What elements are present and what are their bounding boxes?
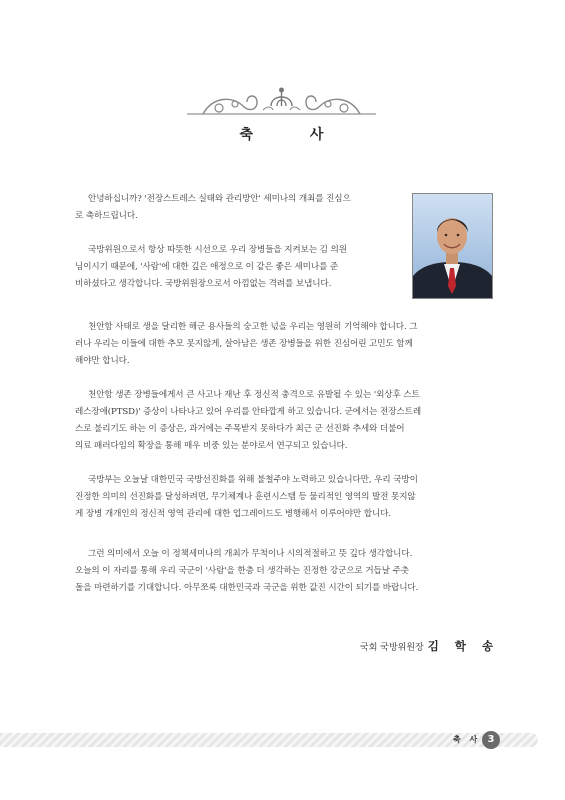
paragraph-line: 천안함 사태로 생을 달리한 해군 용사들의 숭고한 넋을 우리는 영원히 기억해야 합니다. 그 [88,322,418,332]
page-number-badge: 3 [482,731,500,749]
paragraph-line: 그런 의미에서 오늘 이 정책세미나의 개최가 무척이나 시의적절하고 뜻 깊다 생각합니다. [88,549,413,559]
paragraph-line: 의료 패러다임의 확장을 통해 매우 비중 있는 분야로서 연구되고 있습니다. [75,441,348,451]
ornament-icon [183,84,380,124]
paragraph-line: 국방위원으로서 항상 따뜻한 시선으로 우리 장병들을 지켜보는 김 의원 [88,245,347,255]
title-banner [183,84,380,154]
paragraph-line: 천안함 생존 장병들에게서 큰 사고나 재난 후 정신적 충격으로 유발될 수 있는 '외상후 스트 [88,390,420,400]
paragraph-line: 해야만 합니다. [75,356,130,366]
signature-name: 김 학 송 [427,639,500,653]
paragraph-thanks [75,242,405,293]
paragraph-line: 오늘의 이 자리를 통해 우리 국군이 '사람'을 한층 더 생각하는 진정한 강군으로 거듭날 주춧 [75,566,409,576]
paragraph-line: 스로 불리기도 하는 이 증상은, 과거에는 주목받지 못하다가 최근 군 선진화 추세와 더불어 [75,424,405,434]
paragraph-line: 돌을 마련하기를 기대합니다. 아무쪼록 대한민국과 국군을 위한 값진 시간이 되기를 바랍니다. [75,583,419,593]
paragraph-cheonan [75,319,495,370]
paragraph-line: 안녕하십니까? '전장스트레스 실태와 관리방안' 세미나의 개최를 진심으 [88,194,351,204]
paragraph-line: 로 축하드립니다. [75,211,138,221]
paragraph-defense [75,472,495,523]
paragraph-greeting [75,191,405,225]
signature-title: 국회 국방위원장 [360,643,424,653]
paragraph-line: 비하셨다고 생각합니다. 국방위원장으로서 아낌없는 격려를 보냅니다. [75,279,332,289]
portrait-photo [412,193,493,299]
signature [360,638,499,654]
paragraph-line: 게 장병 개개인의 정신적 영역 관리에 대한 업그레이드도 병행해서 이루어야만 합니다. [75,509,392,519]
page-title: 축 사 [239,127,350,143]
paragraph-line: 레스장애(PTSD)' 증상이 나타나고 있어 우리를 안타깝게 하고 있습니다. 군에서는 전장스트레 [75,407,422,417]
footer-section-label: 축 사 [453,735,481,744]
paragraph-line: 님이시기 때문에, '사람'에 대한 깊은 애정으로 이 같은 좋은 세미나를 준 [75,262,339,272]
paragraph-ptsd [75,387,495,455]
paragraph-line: 국방부는 오늘날 대한민국 국방선진화를 위해 불철주야 노력하고 있습니다만, 우리 국방이 [88,475,418,485]
paragraph-closing [75,546,495,597]
paragraph-line: 러나 우리는 이들에 대한 추모 못지않게, 살아남은 생존 장병들을 위한 진심어린 고민도 함께 [75,339,413,349]
paragraph-line: 진정한 의미의 선진화를 달성하려면, 무기체계나 훈련시스템 등 물리적인 영역의 발전 못지않 [75,492,416,502]
person-icon [413,194,492,298]
